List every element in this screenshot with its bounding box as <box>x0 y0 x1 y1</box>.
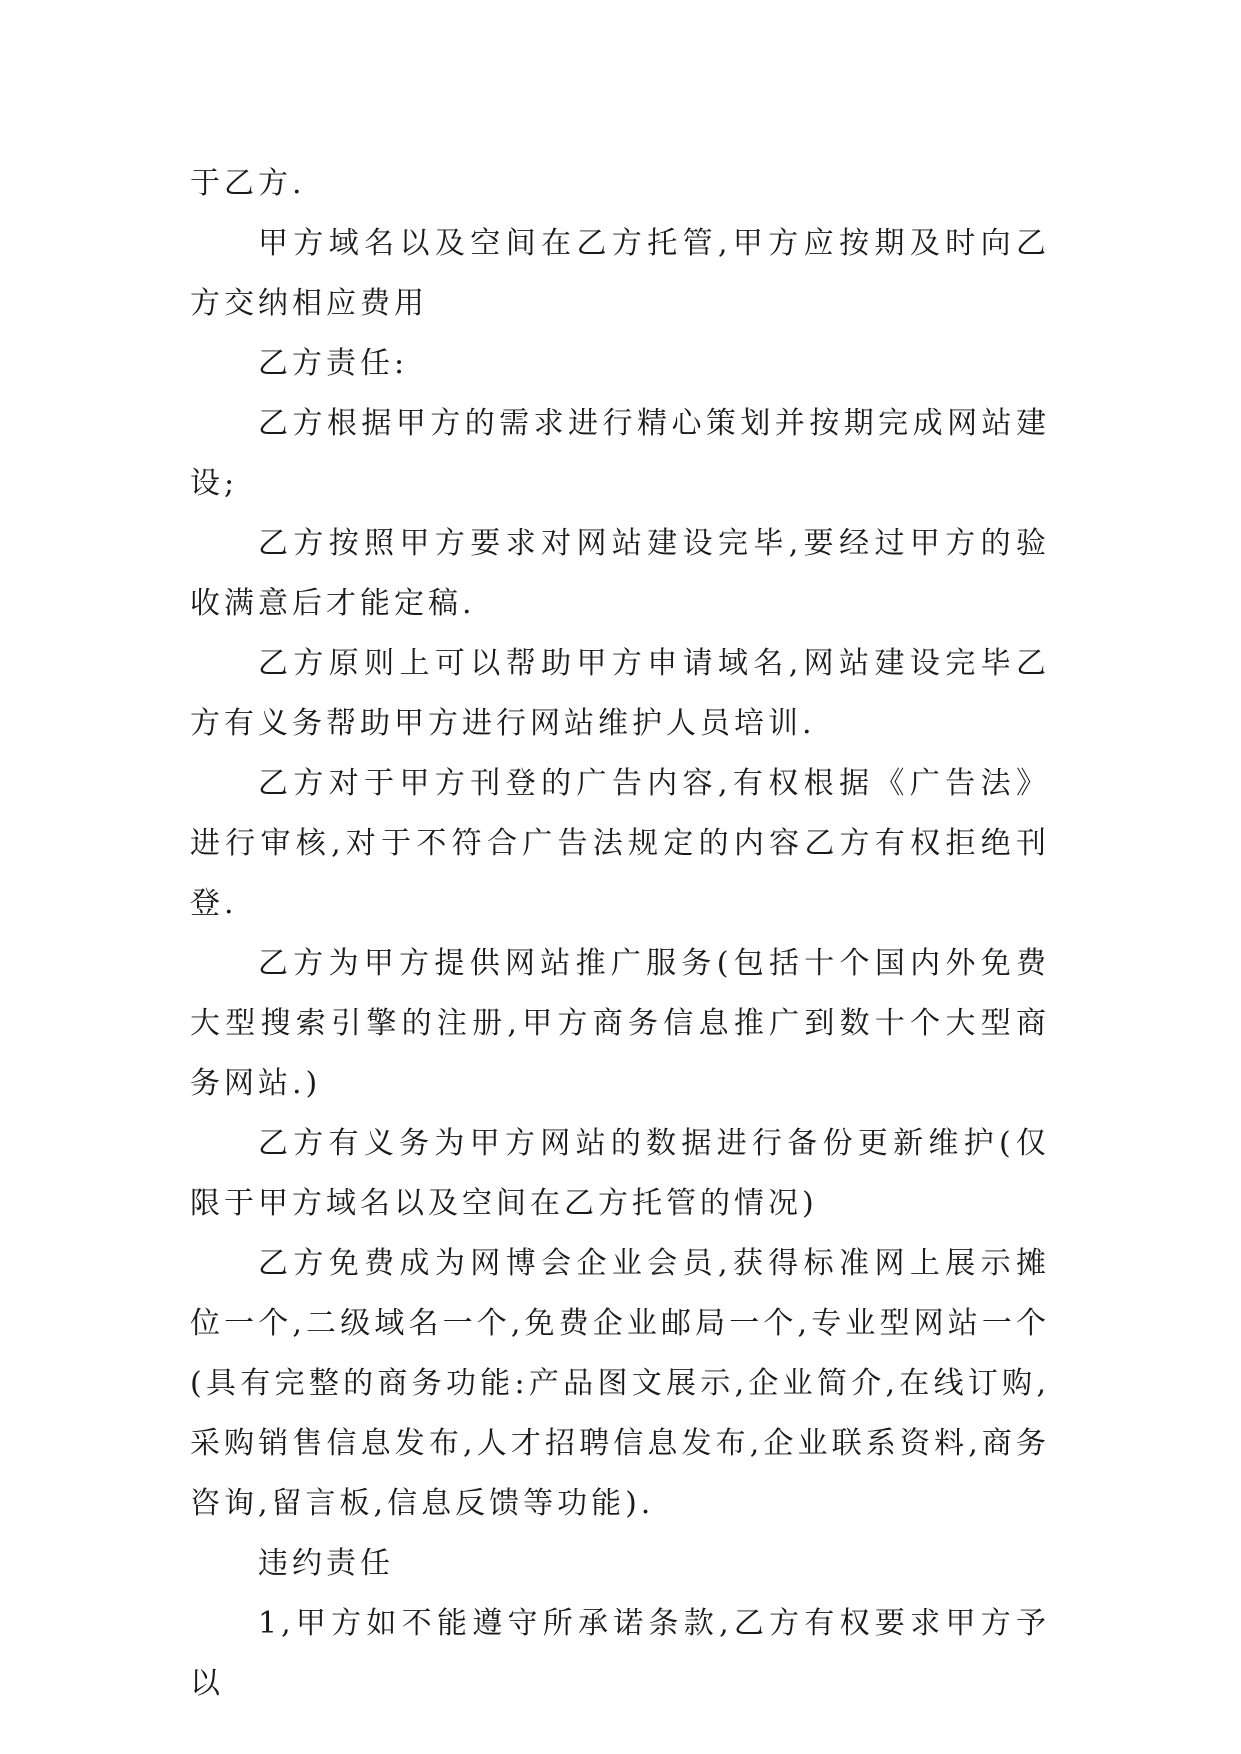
paragraph-acceptance: 乙方按照甲方要求对网站建设完毕,要经过甲方的验收满意后才能定稿. <box>190 526 1050 621</box>
paragraph-backup-maintenance: 乙方有义务为甲方网站的数据进行备份更新维护(仅限于甲方域名以及空间在乙方托管的情况) <box>190 1126 1050 1221</box>
paragraph-membership: 乙方免费成为网博会企业会员,获得标准网上展示摊位一个,二级域名一个,免费企业邮局一个,专业型网站一个(具有完整的商务功能:产品图文展示,企业简介,在线订购,采购销售信息发布,人才招聘信息发布,企业联系资料,商务咨询,留言板,信息反馈等功能). <box>190 1246 1050 1521</box>
section-heading-party-b-duties: 乙方责任: <box>258 346 409 381</box>
paragraph-advertising-review: 乙方对于甲方刊登的广告内容,有权根据《广告法》进行审核,对于不符合广告法规定的内容乙方有权拒绝刊登. <box>190 766 1050 921</box>
paragraph-domain-training: 乙方原则上可以帮助甲方申请域名,网站建设完毕乙方有义务帮助甲方进行网站维护人员培训. <box>190 646 1050 741</box>
paragraph-clause-1: 1,甲方如不能遵守所承诺条款,乙方有权要求甲方予以 <box>190 1606 1050 1701</box>
document-body <box>190 154 1050 1714</box>
section-heading-liability: 违约责任 <box>258 1546 394 1581</box>
paragraph-continuation: 于乙方. <box>190 166 306 201</box>
paragraph-promotion-service: 乙方为甲方提供网站推广服务(包括十个国内外免费大型搜索引擎的注册,甲方商务信息推广到数十个大型商务网站.) <box>190 946 1050 1101</box>
paragraph-domain-hosting: 甲方域名以及空间在乙方托管,甲方应按期及时向乙方交纳相应费用 <box>190 226 1050 321</box>
paragraph-planning: 乙方根据甲方的需求进行精心策划并按期完成网站建设; <box>190 406 1050 501</box>
